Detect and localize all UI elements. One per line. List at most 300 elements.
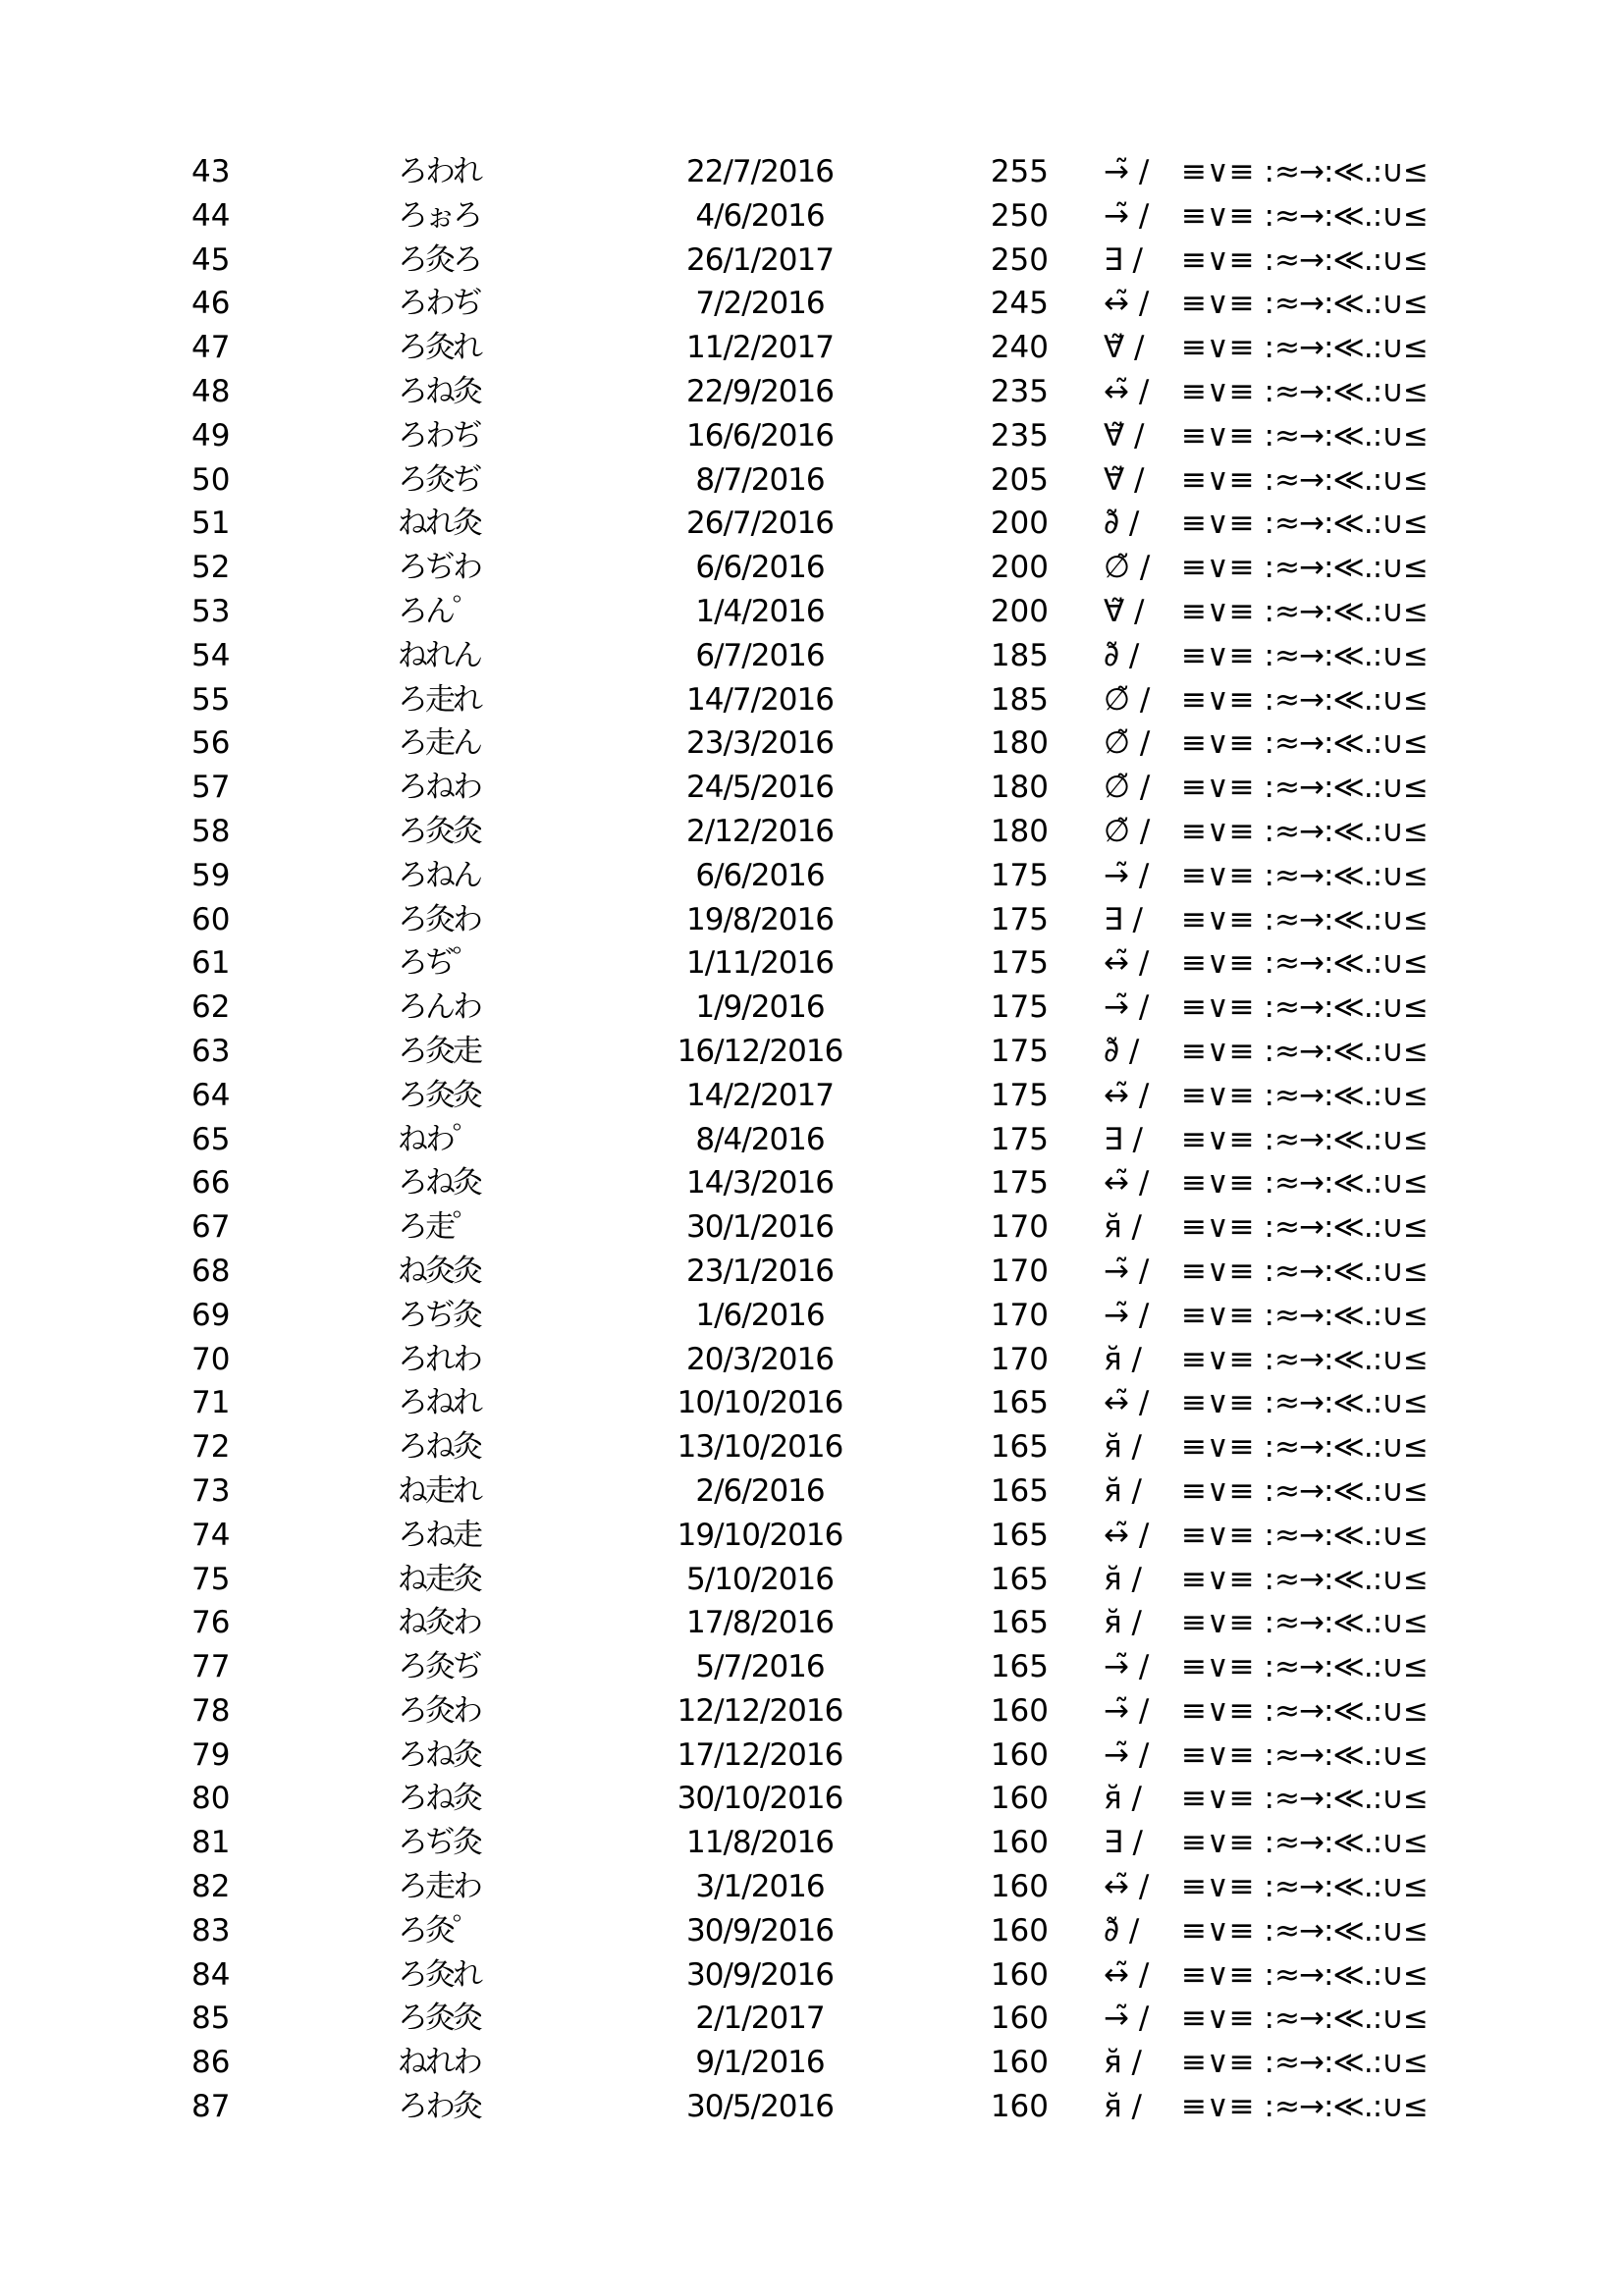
row-date: 22/7/2016 [686,154,834,189]
row-suffix: →:≪.:∪≤ [1299,901,1428,937]
row-suffix: →:≪.:∪≤ [1299,417,1428,454]
row-suffix: →:≪.:∪≤ [1299,1912,1428,1949]
row-code: ≡∨≡ :≈ [1181,681,1300,718]
row-code: ≡∨≡ :≈ [1181,1472,1300,1509]
table-row [0,1777,1624,1821]
row-value: 160 [990,1912,1049,1949]
row-suffix: →:≪.:∪≤ [1299,813,1428,849]
row-code: ≡∨≡ :≈ [1181,1869,1300,1905]
row-name: ろ灸れ [398,330,480,366]
row-flag: →̃ / [1104,989,1150,1026]
row-date: 3/1/2016 [695,1869,825,1905]
row-code: ≡∨≡ :≈ [1181,286,1300,322]
row-code: ≡∨≡ :≈ [1181,1165,1300,1201]
row-name: ろ走れ [398,681,480,718]
table-row [0,1030,1624,1074]
row-number: 51 [191,506,231,542]
row-value: 180 [990,770,1049,806]
table-row [0,986,1624,1030]
row-name: ろ灸れ [398,1956,480,1993]
row-suffix: →:≪.:∪≤ [1299,637,1428,673]
row-name: ろ走ん [398,725,480,762]
table-row [0,1865,1624,1909]
row-suffix: →:≪.:∪≤ [1299,1825,1428,1861]
row-date: 17/12/2016 [677,1736,843,1773]
row-value: 235 [990,373,1049,409]
row-flag: я̆ / [1104,1429,1142,1466]
row-name: ろぢわ [398,550,480,586]
row-number: 60 [191,901,231,937]
row-value: 170 [990,1341,1049,1377]
row-flag: ∂̃ / [1104,506,1140,542]
table-row [0,2085,1624,2129]
table-row [0,1558,1624,1602]
row-suffix: →:≪.:∪≤ [1299,1165,1428,1201]
row-number: 53 [191,593,231,629]
table-row [0,1514,1624,1558]
row-value: 160 [990,2001,1049,2037]
row-name: ねわ゜ [398,1121,480,1157]
row-date: 10/10/2016 [677,1385,843,1421]
row-name: ろぉろ [398,197,480,234]
table-row [0,1689,1624,1734]
table-row [0,1205,1624,1250]
row-number: 85 [191,2001,231,2037]
row-name: ねれ灸 [398,506,480,542]
row-value: 170 [990,1209,1049,1246]
table-row [0,1338,1624,1382]
table-row [0,634,1624,678]
table-row [0,1074,1624,1118]
row-number: 56 [191,725,231,762]
row-value: 175 [990,901,1049,937]
row-code: ≡∨≡ :≈ [1181,1517,1300,1553]
row-number: 63 [191,1033,231,1069]
row-number: 86 [191,2045,231,2081]
row-code: ≡∨≡ :≈ [1181,1385,1300,1421]
table-row [0,502,1624,546]
row-flag: ∀̃ / [1104,461,1145,498]
row-number: 52 [191,550,231,586]
table-row [0,194,1624,239]
row-number: 49 [191,417,231,454]
row-value: 160 [990,1825,1049,1861]
table-row [0,1645,1624,1689]
row-suffix: →:≪.:∪≤ [1299,1033,1428,1069]
row-flag: →̃ / [1104,1736,1150,1773]
row-value: 200 [990,593,1049,629]
row-flag: ↔̃ / [1104,1385,1150,1421]
row-number: 46 [191,286,231,322]
row-value: 165 [990,1649,1049,1685]
row-flag: ∅̃ / [1104,725,1151,762]
row-value: 245 [990,286,1049,322]
row-value: 160 [990,2045,1049,2081]
row-value: 175 [990,989,1049,1026]
row-code: ≡∨≡ :≈ [1181,1121,1300,1157]
row-date: 8/4/2016 [695,1121,825,1157]
row-name: ろね灸 [398,1736,480,1773]
row-code: ≡∨≡ :≈ [1181,2001,1300,2037]
row-code: ≡∨≡ :≈ [1181,154,1300,189]
row-name: ろ走゜ [398,1209,480,1246]
row-name: ろぢ灸 [398,1825,480,1861]
row-suffix: →:≪.:∪≤ [1299,1253,1428,1289]
row-name: ろ灸灸 [398,813,480,849]
row-code: ≡∨≡ :≈ [1181,857,1300,893]
table-row [0,721,1624,766]
row-suffix: →:≪.:∪≤ [1299,1121,1428,1157]
row-name: ろ灸わ [398,1692,480,1729]
row-flag: →̃ / [1104,857,1150,893]
row-code: ≡∨≡ :≈ [1181,989,1300,1026]
row-date: 7/2/2016 [695,286,825,322]
row-code: ≡∨≡ :≈ [1181,1253,1300,1289]
row-value: 170 [990,1253,1049,1289]
row-code: ≡∨≡ :≈ [1181,1736,1300,1773]
row-value: 180 [990,813,1049,849]
row-flag: ∀̃ / [1104,593,1145,629]
row-date: 20/3/2016 [686,1341,834,1377]
row-flag: я̆ / [1104,2089,1142,2125]
row-code: ≡∨≡ :≈ [1181,1692,1300,1729]
row-number: 50 [191,461,231,498]
row-number: 47 [191,330,231,366]
row-date: 17/8/2016 [686,1605,834,1641]
row-value: 200 [990,506,1049,542]
row-date: 26/7/2016 [686,506,834,542]
row-name: ろね走 [398,1517,480,1553]
row-name: ね走灸 [398,1561,480,1597]
row-suffix: →:≪.:∪≤ [1299,1869,1428,1905]
row-flag: ∅̃ / [1104,770,1151,806]
row-flag: →̃ / [1104,1297,1150,1333]
row-flag: я̆ / [1104,2045,1142,2081]
row-name: ろわ灸 [398,2089,480,2125]
row-number: 79 [191,1736,231,1773]
row-flag: ↔̃ / [1104,373,1150,409]
row-name: ろ灸ぢ [398,1649,480,1685]
row-suffix: →:≪.:∪≤ [1299,681,1428,718]
row-suffix: →:≪.:∪≤ [1299,1385,1428,1421]
row-value: 250 [990,241,1049,278]
row-name: ろね灸 [398,1429,480,1466]
row-suffix: →:≪.:∪≤ [1299,1341,1428,1377]
table-row [0,282,1624,326]
row-suffix: →:≪.:∪≤ [1299,330,1428,366]
row-suffix: →:≪.:∪≤ [1299,373,1428,409]
row-value: 165 [990,1561,1049,1597]
row-date: 11/2/2017 [686,330,834,366]
row-value: 175 [990,1077,1049,1113]
row-name: ろ灸灸 [398,2001,480,2037]
row-code: ≡∨≡ :≈ [1181,1649,1300,1685]
row-name: ろねん [398,857,480,893]
table-row [0,1734,1624,1778]
row-suffix: →:≪.:∪≤ [1299,857,1428,893]
row-suffix: →:≪.:∪≤ [1299,286,1428,322]
row-name: ろね灸 [398,1165,480,1201]
row-suffix: →:≪.:∪≤ [1299,2089,1428,2125]
row-date: 16/12/2016 [677,1033,843,1069]
row-value: 165 [990,1605,1049,1641]
row-number: 87 [191,2089,231,2125]
table-row [0,1469,1624,1514]
row-date: 1/4/2016 [695,593,825,629]
row-value: 180 [990,725,1049,762]
table-row [0,854,1624,898]
row-name: ろね灸 [398,373,480,409]
table-row [0,1294,1624,1338]
row-number: 57 [191,770,231,806]
row-value: 175 [990,1121,1049,1157]
row-flag: ∂̃ / [1104,637,1140,673]
row-number: 59 [191,857,231,893]
row-value: 240 [990,330,1049,366]
row-suffix: →:≪.:∪≤ [1299,1517,1428,1553]
row-code: ≡∨≡ :≈ [1181,1561,1300,1597]
row-code: ≡∨≡ :≈ [1181,945,1300,982]
row-date: 12/12/2016 [677,1692,843,1729]
row-value: 160 [990,1956,1049,1993]
row-date: 30/9/2016 [686,1956,834,1993]
row-value: 170 [990,1297,1049,1333]
row-date: 19/10/2016 [677,1517,843,1553]
row-suffix: →:≪.:∪≤ [1299,1429,1428,1466]
row-name: ろんわ [398,989,480,1026]
row-flag: ↔̃ / [1104,1517,1150,1553]
row-code: ≡∨≡ :≈ [1181,2089,1300,2125]
row-name: ろ灸゜ [398,1912,480,1949]
row-value: 160 [990,1736,1049,1773]
row-flag: ↔̃ / [1104,1077,1150,1113]
row-number: 73 [191,1472,231,1509]
row-value: 205 [990,461,1049,498]
row-name: ろ走わ [398,1869,480,1905]
row-date: 5/7/2016 [695,1649,825,1685]
row-number: 48 [191,373,231,409]
table-row [0,810,1624,854]
row-number: 78 [191,1692,231,1729]
row-suffix: →:≪.:∪≤ [1299,197,1428,234]
table-row [0,1953,1624,1998]
row-code: ≡∨≡ :≈ [1181,1429,1300,1466]
table-row [0,2041,1624,2085]
row-suffix: →:≪.:∪≤ [1299,461,1428,498]
row-value: 175 [990,945,1049,982]
row-value: 160 [990,2089,1049,2125]
row-number: 84 [191,1956,231,1993]
row-suffix: →:≪.:∪≤ [1299,1472,1428,1509]
table-row [0,898,1624,942]
table-row [0,1250,1624,1294]
row-number: 76 [191,1605,231,1641]
row-code: ≡∨≡ :≈ [1181,1605,1300,1641]
row-date: 14/3/2016 [686,1165,834,1201]
row-number: 82 [191,1869,231,1905]
row-name: ろわれ [398,154,480,189]
table-row [0,414,1624,458]
table-row [0,458,1624,503]
row-name: ろわぢ [398,286,480,322]
row-date: 6/6/2016 [695,857,825,893]
row-date: 2/1/2017 [695,2001,825,2037]
row-suffix: →:≪.:∪≤ [1299,550,1428,586]
row-number: 72 [191,1429,231,1466]
row-code: ≡∨≡ :≈ [1181,1033,1300,1069]
row-value: 160 [990,1692,1049,1729]
row-suffix: →:≪.:∪≤ [1299,1781,1428,1817]
row-code: ≡∨≡ :≈ [1181,550,1300,586]
row-value: 185 [990,637,1049,673]
row-flag: →̃ / [1104,197,1150,234]
row-value: 165 [990,1429,1049,1466]
row-value: 165 [990,1385,1049,1421]
row-number: 81 [191,1825,231,1861]
row-number: 68 [191,1253,231,1289]
row-flag: ∃ / [1104,901,1143,937]
row-date: 8/7/2016 [695,461,825,498]
table-row [0,1381,1624,1425]
row-code: ≡∨≡ :≈ [1181,373,1300,409]
row-flag: ∂̃ / [1104,1912,1140,1949]
row-suffix: →:≪.:∪≤ [1299,1649,1428,1685]
row-number: 69 [191,1297,231,1333]
row-flag: ↔̃ / [1104,945,1150,982]
row-date: 5/10/2016 [686,1561,834,1597]
row-flag: ∀̃ / [1104,330,1145,366]
row-number: 44 [191,197,231,234]
row-code: ≡∨≡ :≈ [1181,2045,1300,2081]
row-date: 9/1/2016 [695,2045,825,2081]
table-row [0,326,1624,370]
row-code: ≡∨≡ :≈ [1181,725,1300,762]
row-value: 250 [990,197,1049,234]
row-suffix: →:≪.:∪≤ [1299,1605,1428,1641]
row-date: 30/5/2016 [686,2089,834,2125]
row-flag: ↔̃ / [1104,1165,1150,1201]
table-row [0,1601,1624,1645]
row-code: ≡∨≡ :≈ [1181,461,1300,498]
table-row [0,1161,1624,1205]
row-code: ≡∨≡ :≈ [1181,1825,1300,1861]
row-name: ろ灸わ [398,901,480,937]
row-flag: ∀̃ / [1104,417,1145,454]
row-suffix: →:≪.:∪≤ [1299,989,1428,1026]
row-code: ≡∨≡ :≈ [1181,593,1300,629]
row-value: 200 [990,550,1049,586]
row-suffix: →:≪.:∪≤ [1299,1209,1428,1246]
row-suffix: →:≪.:∪≤ [1299,1736,1428,1773]
row-code: ≡∨≡ :≈ [1181,1297,1300,1333]
row-name: ねれわ [398,2045,480,2081]
row-name: ろねれ [398,1385,480,1421]
row-code: ≡∨≡ :≈ [1181,241,1300,278]
row-date: 16/6/2016 [686,417,834,454]
row-number: 66 [191,1165,231,1201]
row-date: 30/1/2016 [686,1209,834,1246]
row-number: 70 [191,1341,231,1377]
row-flag: я̆ / [1104,1209,1142,1246]
table-row [0,766,1624,810]
row-date: 23/1/2016 [686,1253,834,1289]
row-suffix: →:≪.:∪≤ [1299,2045,1428,2081]
row-suffix: →:≪.:∪≤ [1299,1956,1428,1993]
row-flag: →̃ / [1104,1253,1150,1289]
row-number: 83 [191,1912,231,1949]
row-suffix: →:≪.:∪≤ [1299,593,1428,629]
row-date: 2/12/2016 [686,813,834,849]
row-name: ね灸灸 [398,1253,480,1289]
row-suffix: →:≪.:∪≤ [1299,241,1428,278]
table-row [0,1821,1624,1865]
row-suffix: →:≪.:∪≤ [1299,1297,1428,1333]
row-flag: ∅̃ / [1104,813,1151,849]
row-number: 45 [191,241,231,278]
row-flag: ∃ / [1104,241,1143,278]
row-date: 30/10/2016 [677,1781,843,1817]
table-row [0,370,1624,414]
row-date: 4/6/2016 [695,197,825,234]
row-name: ろん゜ [398,593,480,629]
row-date: 26/1/2017 [686,241,834,278]
row-value: 160 [990,1781,1049,1817]
row-date: 1/11/2016 [686,945,834,982]
row-date: 24/5/2016 [686,770,834,806]
row-suffix: →:≪.:∪≤ [1299,1561,1428,1597]
row-code: ≡∨≡ :≈ [1181,506,1300,542]
table-row [0,150,1624,194]
row-suffix: →:≪.:∪≤ [1299,154,1428,189]
row-code: ≡∨≡ :≈ [1181,417,1300,454]
row-flag: ∂̃ / [1104,1033,1140,1069]
row-code: ≡∨≡ :≈ [1181,813,1300,849]
row-name: ろねわ [398,770,480,806]
row-date: 23/3/2016 [686,725,834,762]
row-suffix: →:≪.:∪≤ [1299,1692,1428,1729]
row-suffix: →:≪.:∪≤ [1299,725,1428,762]
row-name: ろ灸走 [398,1033,480,1069]
row-name: ろね灸 [398,1781,480,1817]
row-suffix: →:≪.:∪≤ [1299,2001,1428,2037]
row-code: ≡∨≡ :≈ [1181,901,1300,937]
row-number: 65 [191,1121,231,1157]
row-value: 165 [990,1472,1049,1509]
row-flag: →̃ / [1104,1649,1150,1685]
row-name: ろ灸灸 [398,1077,480,1113]
row-date: 30/9/2016 [686,1912,834,1949]
row-number: 58 [191,813,231,849]
row-suffix: →:≪.:∪≤ [1299,506,1428,542]
row-code: ≡∨≡ :≈ [1181,1077,1300,1113]
row-flag: →̃ / [1104,1692,1150,1729]
row-flag: я̆ / [1104,1472,1142,1509]
row-date: 2/6/2016 [695,1472,825,1509]
row-name: ろわぢ [398,417,480,454]
row-code: ≡∨≡ :≈ [1181,637,1300,673]
row-date: 1/6/2016 [695,1297,825,1333]
row-date: 19/8/2016 [686,901,834,937]
row-flag: →̃ / [1104,154,1150,189]
row-number: 43 [191,154,231,189]
row-name: ろ灸ぢ [398,461,480,498]
table-row [0,1425,1624,1469]
row-flag: ∅̃ / [1104,550,1151,586]
row-date: 14/2/2017 [686,1077,834,1113]
row-code: ≡∨≡ :≈ [1181,1956,1300,1993]
row-date: 6/6/2016 [695,550,825,586]
row-suffix: →:≪.:∪≤ [1299,1077,1428,1113]
